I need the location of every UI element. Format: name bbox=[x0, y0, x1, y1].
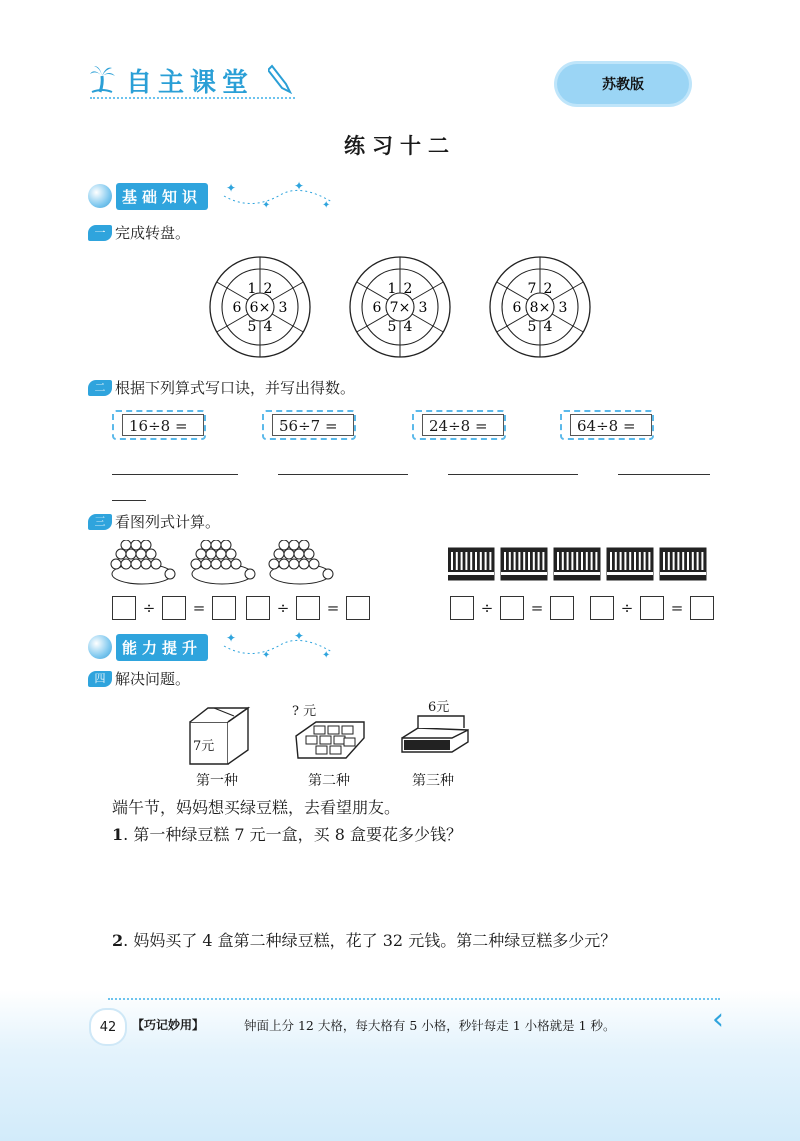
harmonica-icon bbox=[660, 548, 706, 580]
answer-line[interactable] bbox=[448, 474, 578, 475]
product-openbox-3 bbox=[398, 712, 470, 758]
svg-text:✦: ✦ bbox=[294, 179, 305, 193]
svg-text:✦: ✦ bbox=[262, 650, 271, 661]
sparkle-trail-icon bbox=[222, 178, 342, 216]
equation-text: 24÷8 = bbox=[422, 414, 504, 436]
answer-box[interactable] bbox=[346, 596, 370, 620]
tray-cell bbox=[334, 736, 345, 744]
wheel-number: 7 bbox=[527, 281, 537, 297]
hedgehog-icon bbox=[111, 540, 175, 584]
wheel-center: 6× bbox=[249, 300, 271, 316]
q3-title bbox=[88, 511, 220, 532]
svg-text:✦: ✦ bbox=[262, 200, 271, 211]
answer-box[interactable] bbox=[162, 596, 186, 620]
harmonica-icon bbox=[554, 548, 600, 580]
q4-title bbox=[88, 668, 190, 689]
tip-text: 钟面上分 12 大格，每大格有 5 小格，秒针每走 1 小格就是 1 秒。 bbox=[244, 1018, 616, 1033]
hedgehog-icon bbox=[191, 540, 255, 584]
q2-badge: 二 bbox=[88, 380, 112, 396]
wheel-number: 6 bbox=[232, 300, 242, 316]
question-number: 2 bbox=[112, 931, 124, 950]
tray-cell bbox=[314, 726, 325, 734]
equals-sign: = bbox=[326, 599, 340, 617]
tray-cell bbox=[328, 726, 339, 734]
series-title: 自主课堂 bbox=[126, 68, 255, 98]
globe-icon bbox=[88, 184, 112, 208]
q3-answer-left-1 bbox=[112, 596, 236, 620]
equation-box bbox=[112, 410, 206, 440]
q4-question-1 bbox=[112, 822, 462, 845]
product-price-1: 7元 bbox=[193, 739, 215, 754]
section-basic-label: 基础知识 bbox=[116, 183, 208, 210]
tray-cell bbox=[330, 746, 341, 754]
q4-badge: 四 bbox=[88, 671, 112, 687]
section-ability-header bbox=[88, 634, 208, 660]
section-ability-label: 能力提升 bbox=[116, 634, 208, 661]
wheel-number: 6 bbox=[512, 300, 522, 316]
answer-box[interactable] bbox=[450, 596, 474, 620]
pencil-icon bbox=[268, 62, 294, 98]
harmonica-icon bbox=[501, 548, 547, 580]
q3-answer-right-2 bbox=[590, 596, 714, 620]
answer-box[interactable] bbox=[690, 596, 714, 620]
wheel-number: 3 bbox=[558, 300, 568, 316]
answer-box[interactable] bbox=[246, 596, 270, 620]
tray-cell bbox=[320, 736, 331, 744]
sparkle-trail-icon bbox=[222, 628, 342, 666]
equals-sign: = bbox=[670, 599, 684, 617]
product-price-2: ? 元 bbox=[292, 704, 317, 719]
harmonica-icon bbox=[607, 548, 653, 580]
divide-sign: ÷ bbox=[620, 599, 634, 617]
answer-box[interactable] bbox=[640, 596, 664, 620]
equation-text: 16÷8 = bbox=[122, 414, 204, 436]
page-number: 42 bbox=[89, 1008, 127, 1046]
wheel-number: 3 bbox=[278, 300, 288, 316]
answer-box[interactable] bbox=[296, 596, 320, 620]
divide-sign: ÷ bbox=[480, 599, 494, 617]
tray-cell bbox=[344, 738, 355, 746]
answer-box[interactable] bbox=[112, 596, 136, 620]
tray-cell bbox=[316, 746, 327, 754]
product-label-1: 第一种 bbox=[196, 773, 238, 789]
wheel-number: 5 bbox=[247, 319, 257, 335]
wheels bbox=[200, 240, 620, 374]
svg-text:✦: ✦ bbox=[226, 631, 237, 645]
section-basic-header bbox=[88, 183, 208, 209]
answer-line[interactable] bbox=[112, 474, 238, 475]
wheel-number: 4 bbox=[543, 319, 553, 335]
wheel-number: 2 bbox=[543, 281, 553, 297]
divide-sign: ÷ bbox=[142, 599, 156, 617]
hedgehog-apples-picture bbox=[108, 540, 338, 586]
product-label-2: 第二种 bbox=[308, 773, 350, 789]
wheel-number: 2 bbox=[263, 281, 273, 297]
equals-sign: = bbox=[530, 599, 544, 617]
q3-answer-left-2 bbox=[246, 596, 370, 620]
equals-sign: = bbox=[192, 599, 206, 617]
svg-text:✦: ✦ bbox=[322, 200, 331, 211]
answer-box[interactable] bbox=[590, 596, 614, 620]
wheel bbox=[350, 257, 450, 357]
wheel-number: 4 bbox=[403, 319, 413, 335]
answer-box[interactable] bbox=[212, 596, 236, 620]
answer-area-1[interactable] bbox=[112, 848, 702, 918]
q1-title bbox=[88, 222, 190, 243]
wheel-number: 2 bbox=[403, 281, 413, 297]
wheel-number: 5 bbox=[387, 319, 397, 335]
equation-text: 56÷7 = bbox=[272, 414, 354, 436]
q2-title bbox=[88, 377, 355, 398]
question-text: . 妈妈买了 4 盒第二种绿豆糕，花了 32 元钱。第二种绿豆糕多少元？ bbox=[123, 931, 617, 950]
tray-cell bbox=[342, 726, 353, 734]
divide-sign: ÷ bbox=[276, 599, 290, 617]
answer-box[interactable] bbox=[500, 596, 524, 620]
wheel-number: 1 bbox=[387, 281, 397, 297]
equation-box bbox=[412, 410, 506, 440]
tray-cell bbox=[306, 736, 317, 744]
answer-line[interactable] bbox=[112, 500, 146, 501]
wheel-number: 4 bbox=[263, 319, 273, 335]
q3-title-text: 看图列式计算。 bbox=[115, 513, 221, 531]
wheel-number: 1 bbox=[247, 281, 257, 297]
q1-badge: 一 bbox=[88, 225, 112, 241]
hedgehog-icon bbox=[269, 540, 333, 584]
q4-intro: 端午节，妈妈想买绿豆糕，去看望朋友。 bbox=[112, 798, 401, 817]
q3-badge: 三 bbox=[88, 514, 112, 530]
wheel-number: 3 bbox=[418, 300, 428, 316]
q1-title-text: 完成转盘。 bbox=[115, 224, 191, 242]
wheel-center: 8× bbox=[529, 300, 551, 316]
answer-line[interactable] bbox=[618, 474, 710, 475]
tip-label: 【巧记妙用】 bbox=[132, 1018, 205, 1032]
q2-title-text: 根据下列算式写口诀，并写出得数。 bbox=[115, 379, 356, 397]
wheel bbox=[210, 257, 310, 357]
wheel-number: 5 bbox=[527, 319, 537, 335]
svg-text:✦: ✦ bbox=[322, 650, 331, 661]
header-divider bbox=[90, 97, 295, 99]
equation-text: 64÷8 = bbox=[570, 414, 652, 436]
question-text: . 第一种绿豆糕 7 元一盒，买 8 盒要花多少钱？ bbox=[123, 825, 463, 844]
answer-line[interactable] bbox=[278, 474, 408, 475]
wheel bbox=[490, 257, 590, 357]
svg-text:✦: ✦ bbox=[226, 181, 237, 195]
product-price-3: 6元 bbox=[428, 700, 450, 715]
product-label-3: 第三种 bbox=[412, 773, 454, 789]
wheel-number: 6 bbox=[372, 300, 382, 316]
edition-badge: 苏教版 bbox=[557, 64, 689, 104]
product-tray-2 bbox=[292, 712, 368, 764]
palm-tree-icon bbox=[88, 64, 116, 94]
wheel-center: 7× bbox=[389, 300, 411, 316]
q3-answer-right-1 bbox=[450, 596, 574, 620]
answer-box[interactable] bbox=[550, 596, 574, 620]
svg-text:✦: ✦ bbox=[294, 629, 305, 643]
harmonica-icon bbox=[448, 548, 494, 580]
equation-box bbox=[262, 410, 356, 440]
equation-box bbox=[560, 410, 654, 440]
q4-question-2 bbox=[112, 928, 616, 951]
chevron-left-icon[interactable]: ‹ bbox=[712, 1002, 724, 1037]
footer-divider bbox=[108, 998, 720, 1000]
q4-title-text: 解决问题。 bbox=[115, 670, 191, 688]
answer-area-2[interactable] bbox=[112, 952, 702, 988]
harmonica-picture bbox=[448, 544, 710, 582]
question-number: 1 bbox=[112, 825, 124, 844]
page-title: 练习十二 bbox=[344, 134, 456, 158]
globe-icon bbox=[88, 635, 112, 659]
